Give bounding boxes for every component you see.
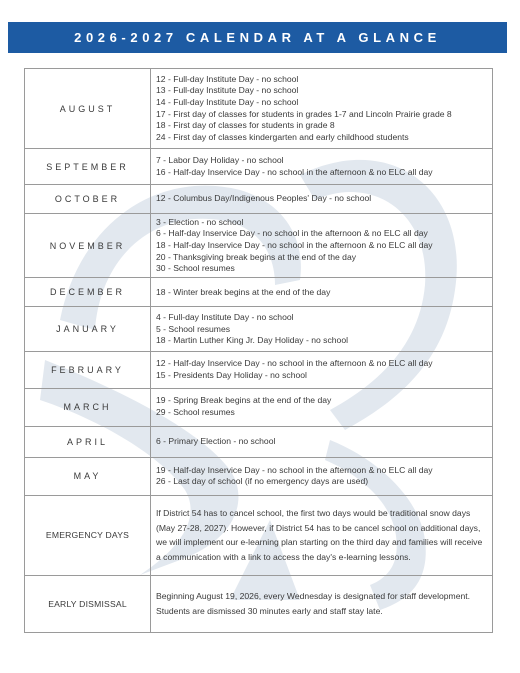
events-may — [151, 457, 493, 495]
event-item: 17 - First day of classes for students in grades 1-7 and Lincoln Prairie grade 8 — [156, 108, 452, 119]
event-item: 18 - Half-day Inservice Day - no school in the afternoon & no ELC all day — [156, 240, 433, 250]
month-label-january: JANUARY — [25, 307, 151, 352]
event-item: 15 - Presidents Day Holiday - no school — [156, 370, 307, 381]
event-item: 12 - Full-day Institute Day - no school — [156, 73, 299, 84]
events-september — [151, 149, 493, 185]
table-row — [25, 149, 493, 185]
events-march — [151, 388, 493, 426]
month-label-april: APRIL — [25, 426, 151, 457]
events-january — [151, 307, 493, 352]
event-item: 12 - Columbus Day/Indigenous Peoples' Day - no school — [156, 193, 372, 204]
table-row — [25, 307, 493, 352]
month-label-august: AUGUST — [25, 69, 151, 149]
table-row — [25, 352, 493, 388]
early-dismissal-label: EARLY DISMISSAL — [25, 575, 151, 632]
event-item: 13 - Full-day Institute Day - no school — [156, 85, 299, 96]
event-item: 24 - First day of classes kindergarten and early childhood students — [156, 131, 409, 142]
events-october — [151, 185, 493, 214]
table-row — [25, 214, 493, 278]
month-label-september: SEPTEMBER — [25, 149, 151, 185]
event-item: 18 - Winter break begins at the end of the day — [156, 286, 331, 297]
events-august — [151, 69, 493, 149]
event-item: 26 - Last day of school (if no emergency days are used) — [156, 476, 369, 487]
events-november — [151, 214, 493, 278]
table-row — [25, 278, 493, 307]
event-item: 30 - School resumes — [156, 263, 235, 274]
early-dismissal-paragraph: Beginning August 19, 2026, every Wednesday is designated for staff development. Students are dismissed 30 minutes early and staff stay late. — [156, 591, 471, 616]
events-february — [151, 352, 493, 388]
page-title: 2026-2027 CALENDAR AT A GLANCE — [74, 30, 441, 45]
event-item: 7 - Labor Day Holiday - no school — [156, 155, 284, 166]
event-item: 5 - School resumes — [156, 323, 231, 334]
event-item: 14 - Full-day Institute Day - no school — [156, 96, 299, 107]
calendar-table — [24, 68, 493, 633]
emergency-days-label: EMERGENCY DAYS — [25, 495, 151, 575]
event-item: 6 - Half-day Inservice Day - no school in the afternoon & no ELC all day — [156, 228, 428, 239]
table-row — [25, 495, 493, 575]
events-april — [151, 426, 493, 457]
month-label-december: DECEMBER — [25, 278, 151, 307]
emergency-days-text — [151, 495, 493, 575]
table-row — [25, 575, 493, 632]
event-item: 12 - Half-day Inservice Day - no school in the afternoon & no ELC all day — [156, 358, 433, 369]
table-row — [25, 426, 493, 457]
event-item: 16 - Half-day Inservice Day - no school in the afternoon & no ELC all day — [156, 166, 433, 177]
page-title-banner — [8, 22, 507, 53]
emergency-days-paragraph: If District 54 has to cancel school, the first two days would be traditional snow days (May 27-28, 2027). However, if District 54 has to be cancel school on additional days, we will implement our e-learning plan starting on the third day and families will receive a communication with a link to access the day's e-learning lessons. — [156, 508, 483, 562]
table-row — [25, 69, 493, 149]
month-label-may: MAY — [25, 457, 151, 495]
table-row — [25, 388, 493, 426]
event-item: 29 - School resumes — [156, 407, 235, 418]
event-item: 18 - Martin Luther King Jr. Day Holiday - no school — [156, 335, 349, 346]
table-row — [25, 457, 493, 495]
month-label-october: OCTOBER — [25, 185, 151, 214]
month-label-february: FEBRUARY — [25, 352, 151, 388]
table-row — [25, 185, 493, 214]
event-item: 18 - First day of classes for students in grade 8 — [156, 120, 335, 131]
event-item: 4 - Full-day Institute Day - no school — [156, 312, 294, 323]
month-label-march: MARCH — [25, 388, 151, 426]
event-item: 20 - Thanksgiving break begins at the end of the day — [156, 251, 357, 262]
event-item: 3 - Election - no school — [156, 216, 244, 227]
early-dismissal-text — [151, 575, 493, 632]
event-item: 6 - Primary Election - no school — [156, 435, 276, 446]
month-label-november: NOVEMBER — [25, 214, 151, 278]
event-item: 19 - Half-day Inservice Day - no school in the afternoon & no ELC all day — [156, 464, 433, 475]
events-december — [151, 278, 493, 307]
event-item: 19 - Spring Break begins at the end of the day — [156, 395, 332, 406]
